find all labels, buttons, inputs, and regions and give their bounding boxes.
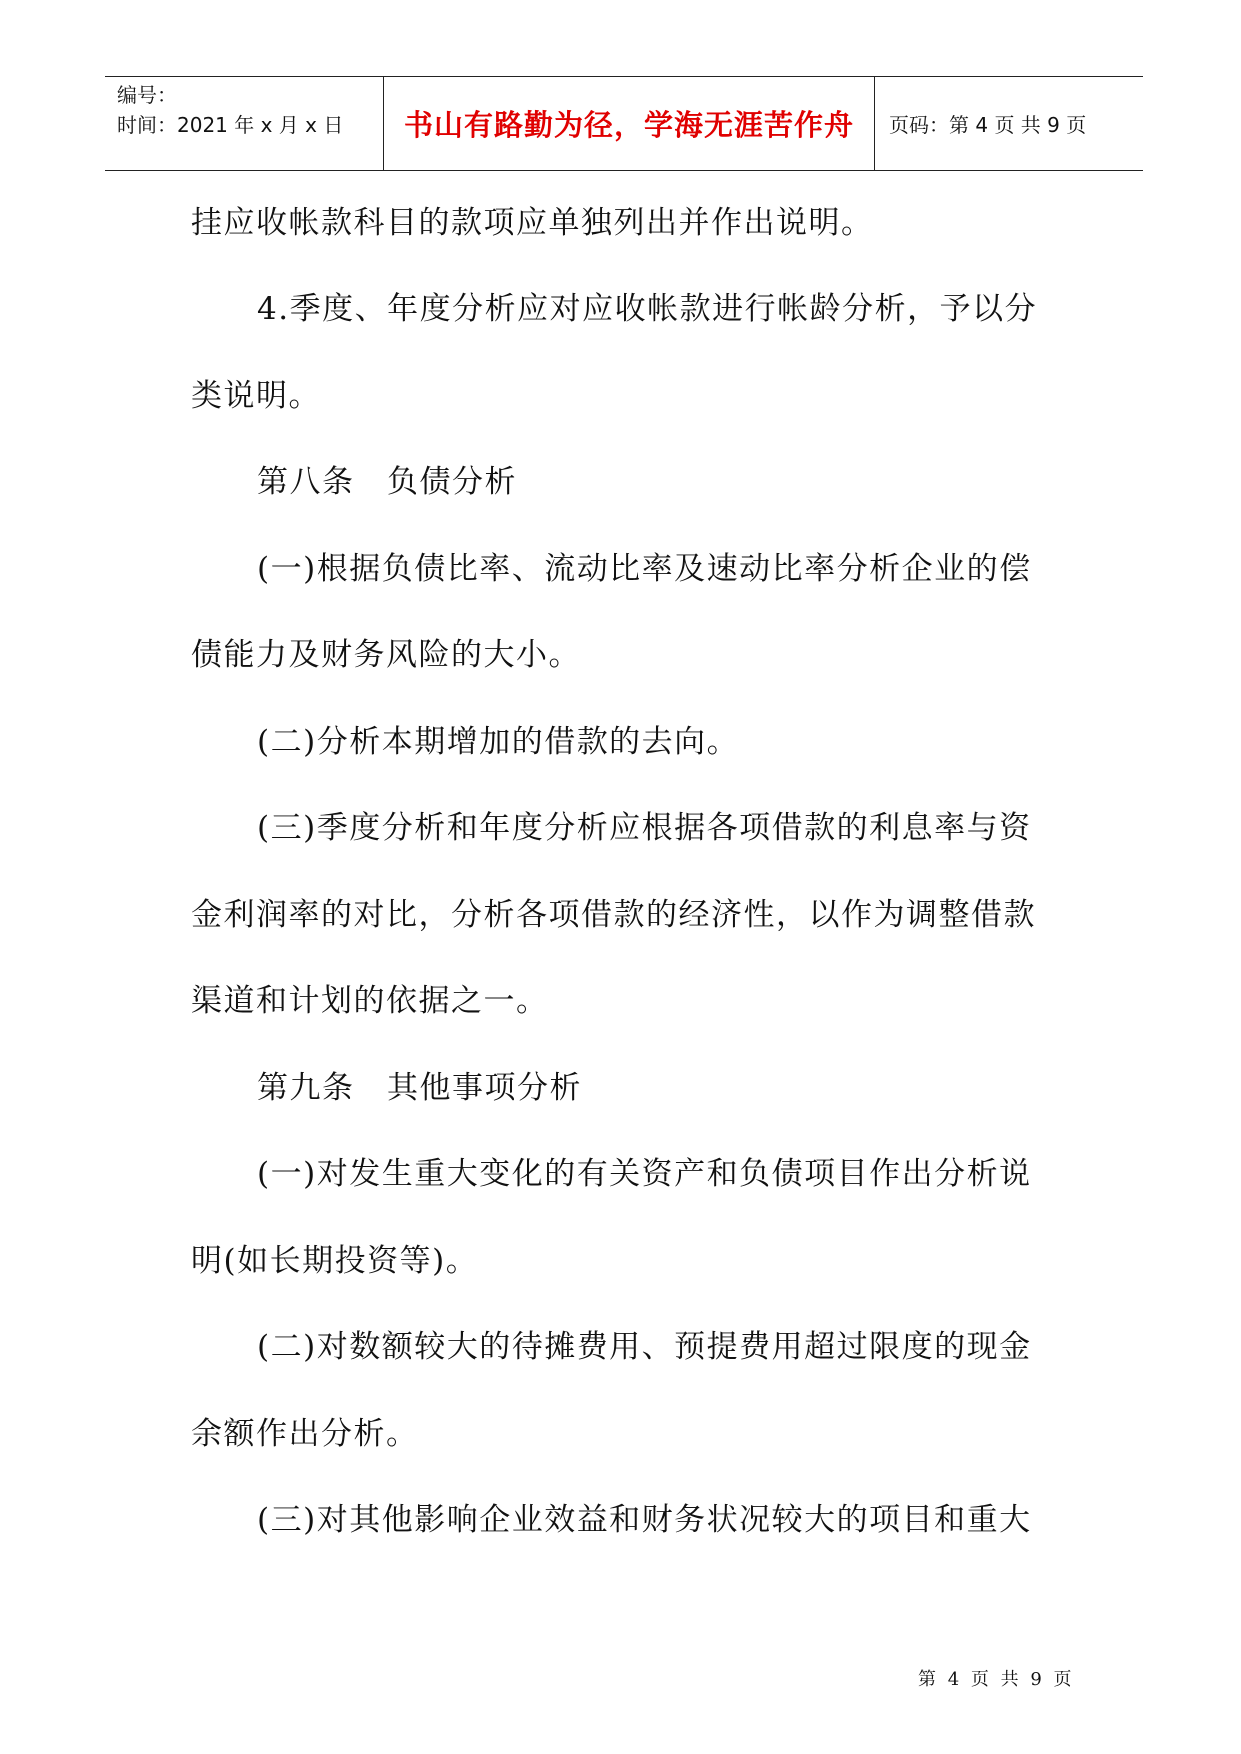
header-motto: 书山有路勤为径，学海无涯苦作舟 <box>384 77 875 170</box>
section-heading: 第八条 负债分析 <box>257 464 517 500</box>
body-line: (三)对其他影响企业效益和财务状况较大的项目和重大 <box>257 1502 1032 1538</box>
body-line: (一)对发生重大变化的有关资产和负债项目作出分析说 <box>257 1156 1032 1192</box>
body-line: 挂应收帐款科目的款项应单独列出并作出说明。 <box>191 205 874 241</box>
header-page-info: 页码：第 4 页 共 9 页 <box>889 113 1087 137</box>
body-line: 金利润率的对比，分析各项借款的经济性，以作为调整借款 <box>191 897 1036 933</box>
page-header <box>105 76 1143 171</box>
header-meta <box>105 77 384 170</box>
body-line: 渠道和计划的依据之一。 <box>191 983 549 1019</box>
body-line: 债能力及财务风险的大小。 <box>191 637 581 673</box>
body-line: (一)根据负债比率、流动比率及速动比率分析企业的偿 <box>257 551 1032 587</box>
body-line: 类说明。 <box>191 378 321 414</box>
body-line: 4.季度、年度分析应对应收帐款进行帐龄分析，予以分 <box>257 291 1038 327</box>
body-line: (三)季度分析和年度分析应根据各项借款的利息率与资 <box>257 810 1032 846</box>
body-line: 余额作出分析。 <box>191 1416 419 1452</box>
body-line: 明(如长期投资等)。 <box>191 1243 479 1279</box>
document-number-label: 编号： <box>117 83 177 107</box>
document-time-label: 时间：2021 年 x 月 x 日 <box>117 113 344 137</box>
body-line: (二)分析本期增加的借款的去向。 <box>257 724 740 760</box>
body-line: (二)对数额较大的待摊费用、预提费用超过限度的现金 <box>257 1329 1032 1365</box>
section-heading: 第九条 其他事项分析 <box>257 1070 582 1106</box>
page-footer: 第 4 页 共 9 页 <box>918 1669 1075 1690</box>
